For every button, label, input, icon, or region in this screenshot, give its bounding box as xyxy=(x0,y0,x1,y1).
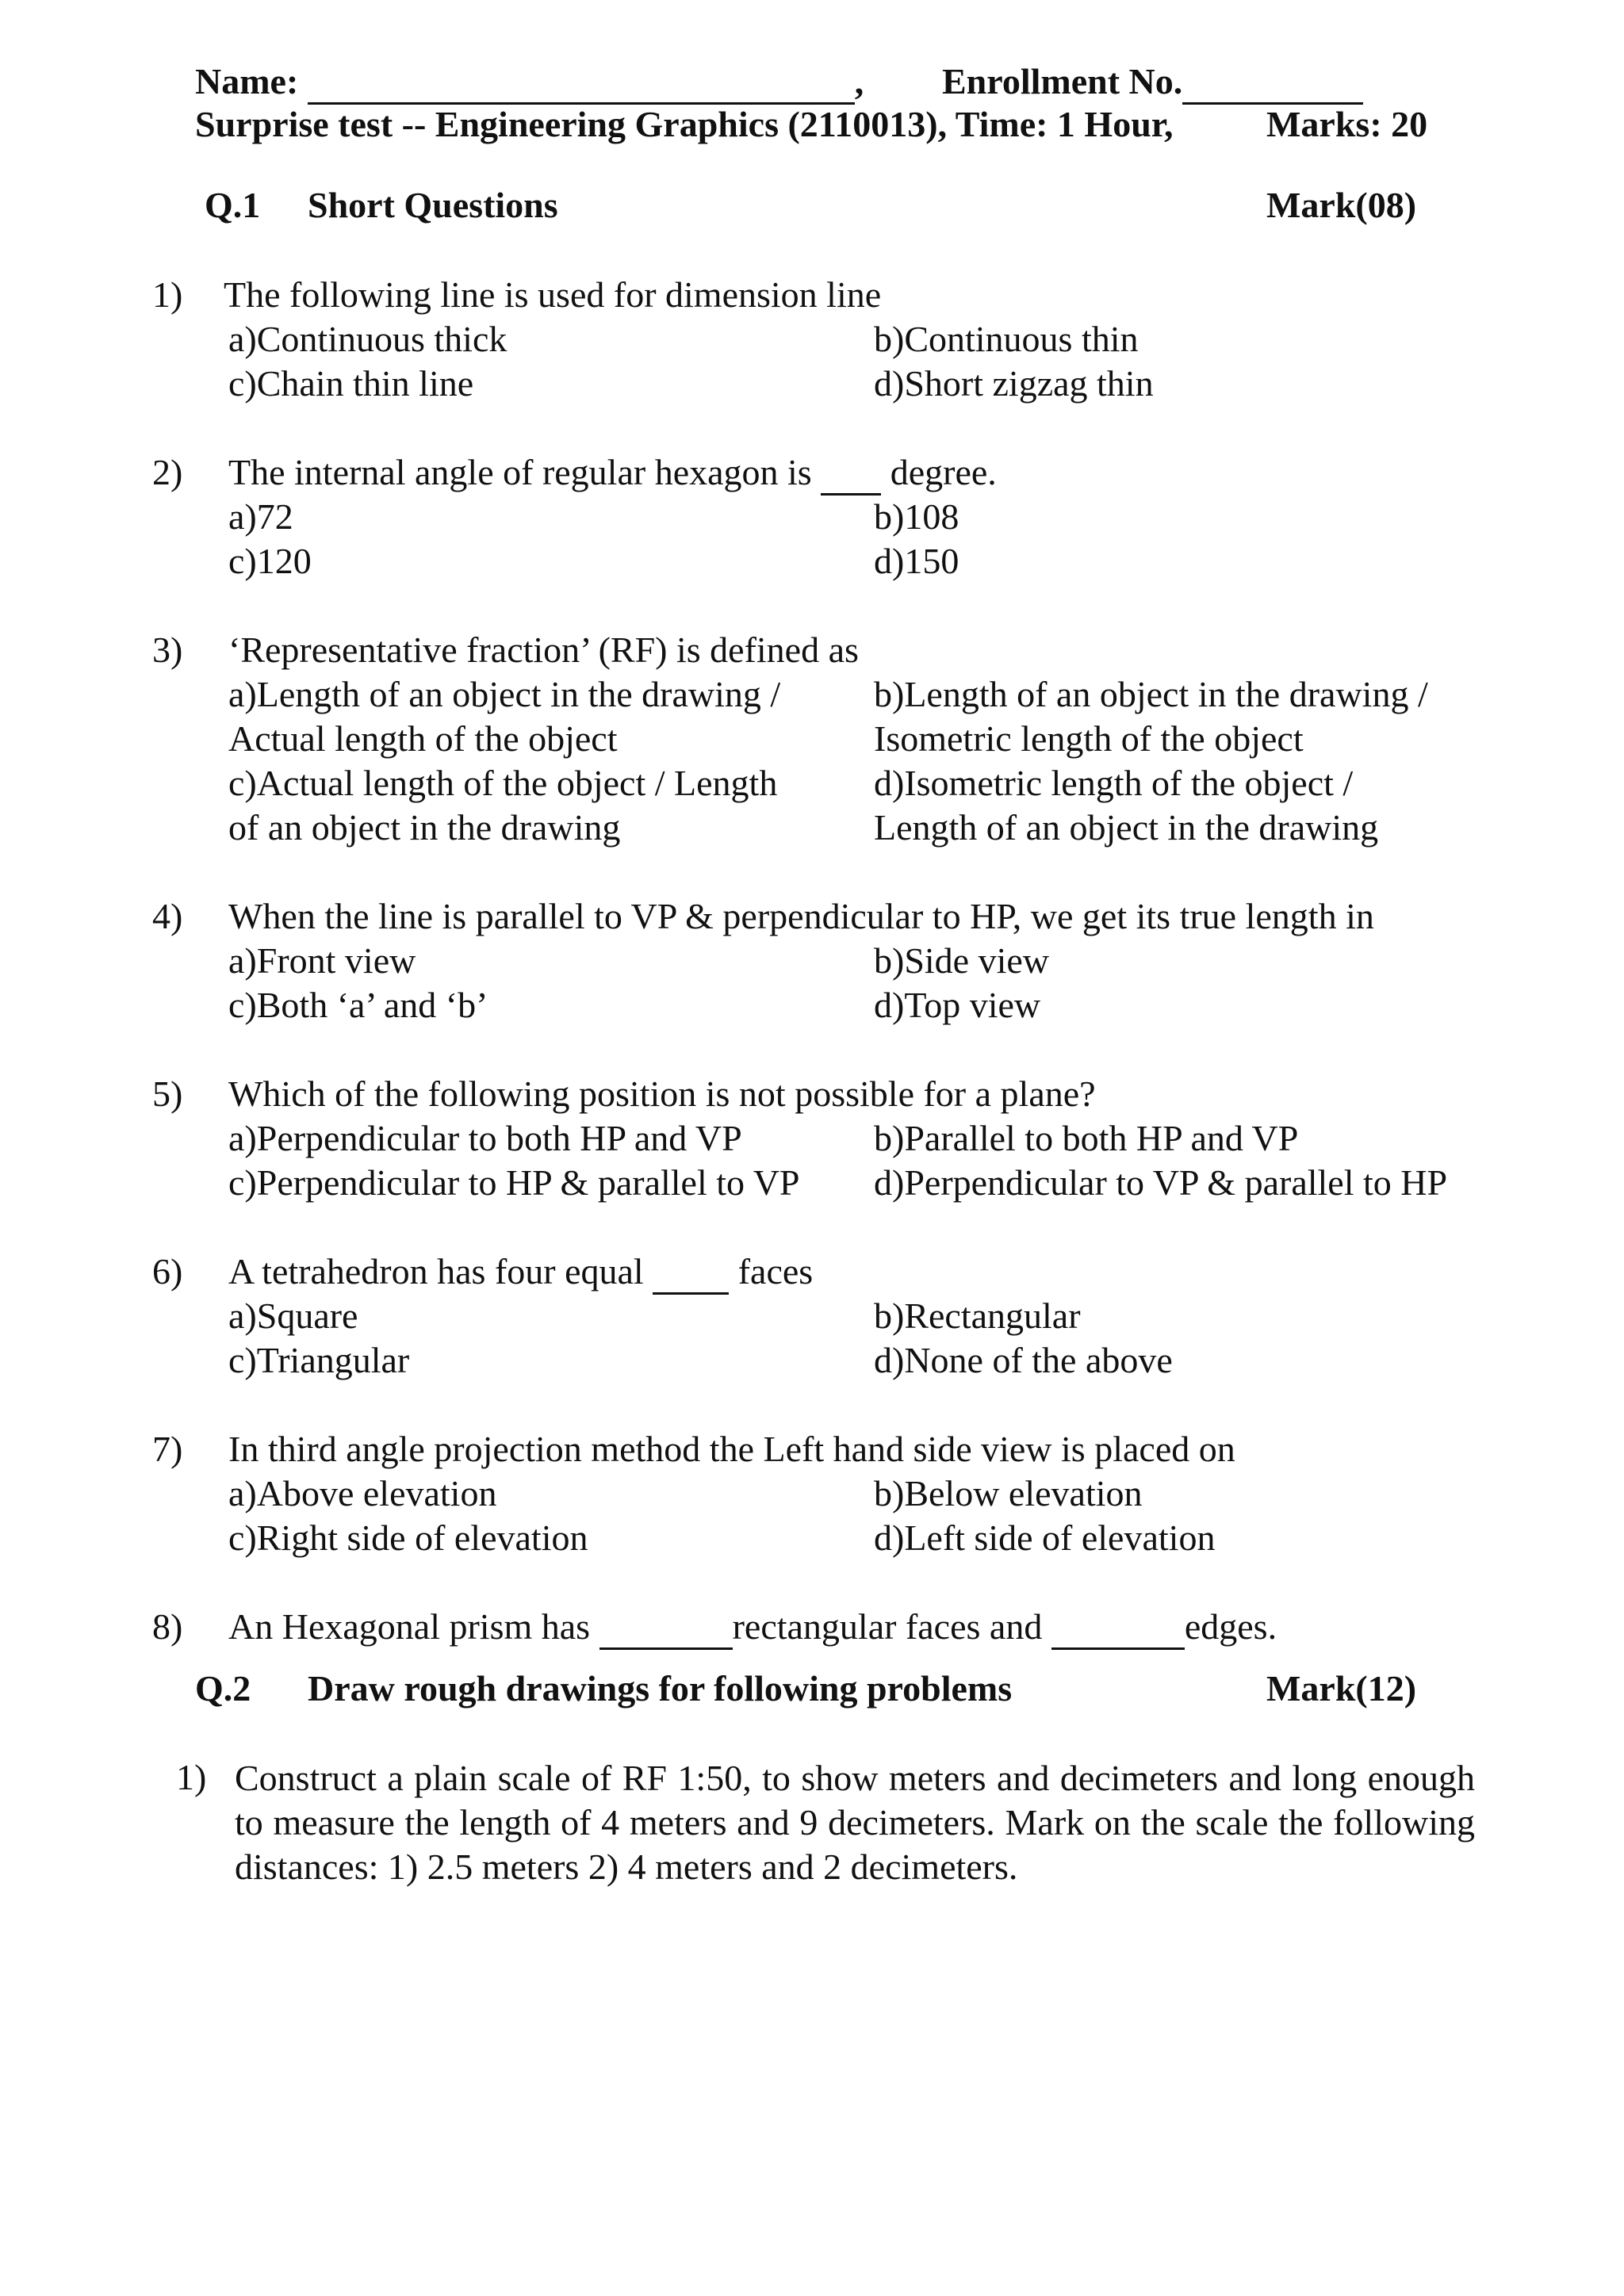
question-text xyxy=(228,451,997,496)
option-b: b)Rectangular xyxy=(874,1295,1081,1336)
question-number: 2) xyxy=(152,452,183,492)
option-b-line2: Isometric length of the object xyxy=(874,718,1304,759)
option-c-line2: of an object in the drawing xyxy=(228,807,621,848)
enrollment-blank[interactable] xyxy=(1182,60,1363,105)
section1-number: Q.1 xyxy=(205,185,261,225)
section2-number: Q.2 xyxy=(195,1668,251,1709)
question-text-before: A tetrahedron has four equal xyxy=(228,1251,644,1292)
name-comma: , xyxy=(854,61,864,101)
option-d: d)150 xyxy=(874,541,959,581)
question-text-part2: rectangular faces and xyxy=(732,1606,1043,1647)
question-text-part3: edges. xyxy=(1184,1606,1277,1647)
test-title: Surprise test -- Engineering Graphics (2110013), Time: 1 Hour, xyxy=(195,104,1174,144)
question-text-before: The internal angle of regular hexagon is xyxy=(228,452,812,492)
name-blank[interactable] xyxy=(308,60,855,105)
option-a-line2: Actual length of the object xyxy=(228,718,618,759)
option-a: a)Front view xyxy=(228,940,416,981)
total-marks: Marks: 20 xyxy=(1266,104,1428,144)
option-c: c)Right side of elevation xyxy=(228,1517,588,1558)
question-number: 3) xyxy=(152,629,183,670)
section1-marks: Mark(08) xyxy=(1266,185,1417,225)
enrollment-line xyxy=(942,60,1363,105)
option-c: c)Triangular xyxy=(228,1340,410,1380)
option-b: b)Side view xyxy=(874,940,1050,981)
question-text: The following line is used for dimension line xyxy=(224,274,882,315)
option-b: b)Continuous thin xyxy=(874,319,1139,359)
option-d-line1: d)Isometric length of the object / xyxy=(874,763,1354,803)
question-number: 6) xyxy=(152,1251,183,1292)
option-d: d)Top view xyxy=(874,985,1041,1025)
name-line xyxy=(195,60,864,105)
answer-blank-edges[interactable] xyxy=(1051,1605,1185,1650)
question-text: When the line is parallel to VP & perpendicular to HP, we get its true length in xyxy=(228,896,1374,936)
section2-marks: Mark(12) xyxy=(1266,1668,1417,1709)
question-text xyxy=(228,1605,1277,1650)
question-text: In third angle projection method the Left hand side view is placed on xyxy=(228,1429,1235,1469)
option-a: a)Above elevation xyxy=(228,1473,497,1513)
option-d: d)Perpendicular to VP & parallel to HP xyxy=(874,1162,1448,1203)
problem-number: 1) xyxy=(176,1757,207,1797)
question-text-after: degree. xyxy=(890,452,997,492)
option-b: b)108 xyxy=(874,496,959,537)
question-number: 5) xyxy=(152,1073,183,1114)
option-c: c)120 xyxy=(228,541,312,581)
option-d: d)Left side of elevation xyxy=(874,1517,1216,1558)
option-d: d)Short zigzag thin xyxy=(874,363,1154,404)
question-text xyxy=(228,1250,813,1295)
option-c: c)Perpendicular to HP & parallel to VP xyxy=(228,1162,800,1203)
option-a: a)Continuous thick xyxy=(228,319,508,359)
option-d-line2: Length of an object in the drawing xyxy=(874,807,1379,848)
option-c-line1: c)Actual length of the object / Length xyxy=(228,763,778,803)
option-a-line1: a)Length of an object in the drawing / xyxy=(228,674,781,714)
question-text-after: faces xyxy=(737,1251,814,1292)
question-text: Which of the following position is not possible for a plane? xyxy=(228,1073,1096,1114)
name-label: Name: xyxy=(195,61,299,101)
answer-blank-faces[interactable] xyxy=(599,1605,733,1650)
section1-title: Short Questions xyxy=(308,185,558,225)
option-c: c)Chain thin line xyxy=(228,363,474,404)
option-b: b)Parallel to both HP and VP xyxy=(874,1118,1299,1158)
option-d: d)None of the above xyxy=(874,1340,1173,1380)
enrollment-label: Enrollment No. xyxy=(942,61,1183,101)
question-number: 1) xyxy=(152,274,183,315)
question-number: 4) xyxy=(152,896,183,936)
problem-text: Construct a plain scale of RF 1:50, to show meters and decimeters and long enough to measure the length of 4 meters and 9 decimeters. Mark on the scale the following distances: 1) 2.5 meters 2) 4 meters and 2 decimeters. xyxy=(235,1758,1475,1887)
option-b: b)Below elevation xyxy=(874,1473,1143,1513)
answer-blank[interactable] xyxy=(653,1250,729,1295)
option-c: c)Both ‘a’ and ‘b’ xyxy=(228,985,488,1025)
answer-blank[interactable] xyxy=(821,451,881,496)
question-text: ‘Representative fraction’ (RF) is defined as xyxy=(228,629,859,670)
question-text-part1: An Hexagonal prism has xyxy=(228,1606,591,1647)
question-number: 8) xyxy=(152,1606,183,1647)
option-b-line1: b)Length of an object in the drawing / xyxy=(874,674,1428,714)
option-a: a)72 xyxy=(228,496,293,537)
option-a: a)Perpendicular to both HP and VP xyxy=(228,1118,742,1158)
question-number: 7) xyxy=(152,1429,183,1469)
option-a: a)Square xyxy=(228,1295,358,1336)
section2-title: Draw rough drawings for following problems xyxy=(308,1668,1013,1709)
